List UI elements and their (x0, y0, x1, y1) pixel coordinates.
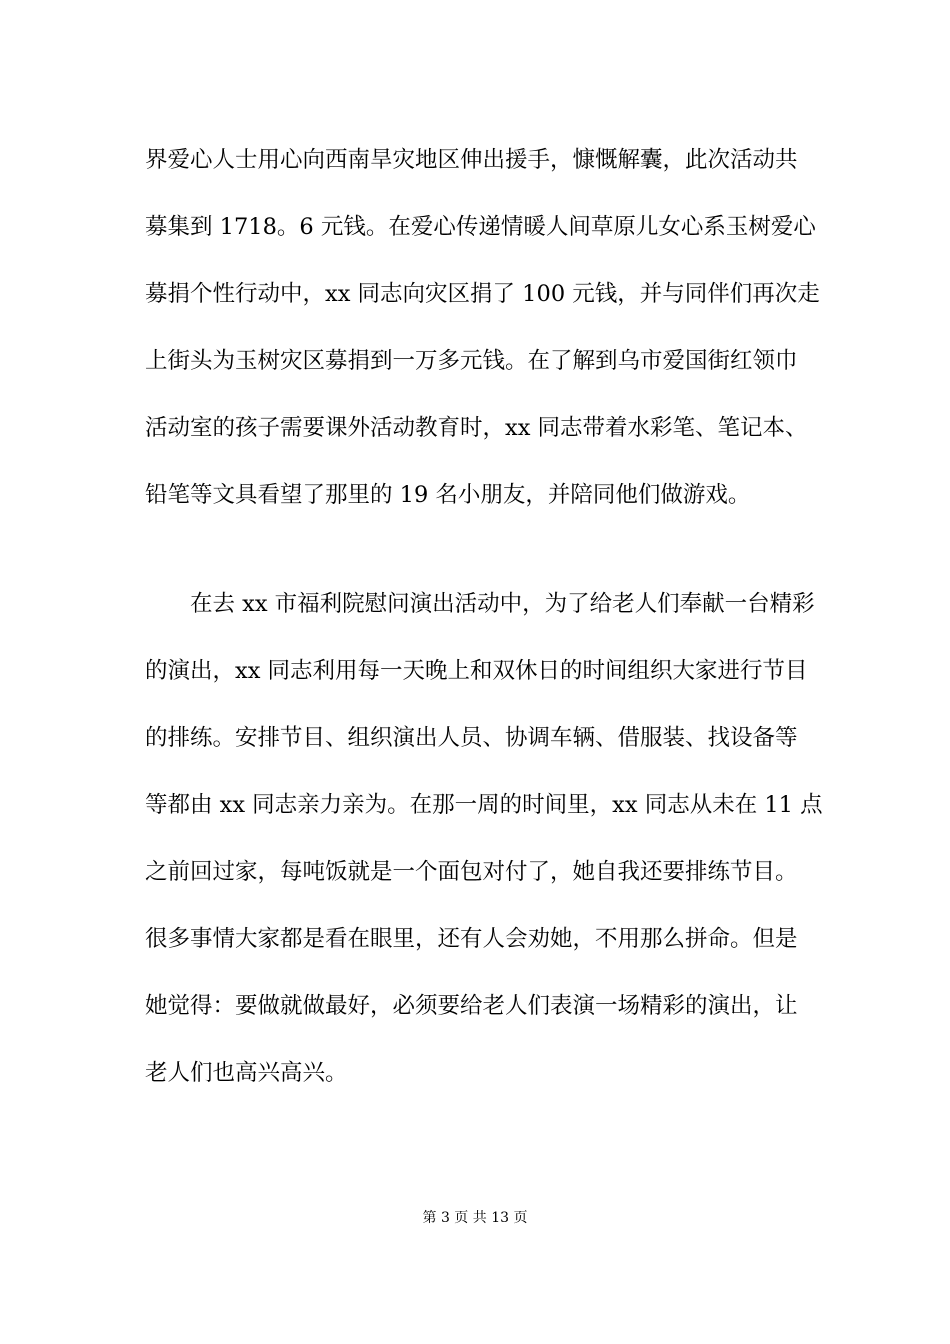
paragraph-line: 等都由 xx 同志亲力亲为。在那一周的时间里，xx 同志从未在 11 点 (145, 792, 823, 818)
page-number-footer: 第 3 页 共 13 页 (422, 1210, 528, 1226)
paragraph-line: 之前回过家，每吨饭就是一个面包对付了，她自我还要排练节目。 (145, 859, 798, 885)
paragraph-line: 募集到 1718。6 元钱。在爱心传递情暖人间草原儿女心系玉树爱心 (145, 214, 816, 240)
paragraph-line: 上街头为玉树灾区募捐到一万多元钱。在了解到乌市爱国街红领巾 (145, 348, 798, 374)
paragraph-line: 界爱心人士用心向西南旱灾地区伸出援手，慷慨解囊，此次活动共 (145, 147, 798, 173)
paragraph-line: 铅笔等文具看望了那里的 19 名小朋友，并陪同他们做游戏。 (145, 482, 751, 508)
paragraph-line: 的演出，xx 同志利用每一天晚上和双休日的时间组织大家进行节目 (145, 658, 808, 684)
paragraph-line: 老人们也高兴高兴。 (145, 1060, 348, 1086)
paragraph-line: 活动室的孩子需要课外活动教育时，xx 同志带着水彩笔、笔记本、 (145, 415, 808, 441)
paragraph-line: 的排练。安排节目、组织演出人员、协调车辆、借服装、找设备等 (145, 725, 798, 751)
paragraph-line: 在去 xx 市福利院慰问演出活动中，为了给老人们奉献一台精彩 (190, 591, 815, 617)
paragraph-line: 她觉得：要做就做最好，必须要给老人们表演一场精彩的演出，让 (145, 993, 798, 1019)
paragraph-line: 募捐个性行动中，xx 同志向灾区捐了 100 元钱，并与同伴们再次走 (145, 281, 820, 307)
paragraph-line: 很多事情大家都是看在眼里，还有人会劝她，不用那么拼命。但是 (145, 926, 798, 952)
